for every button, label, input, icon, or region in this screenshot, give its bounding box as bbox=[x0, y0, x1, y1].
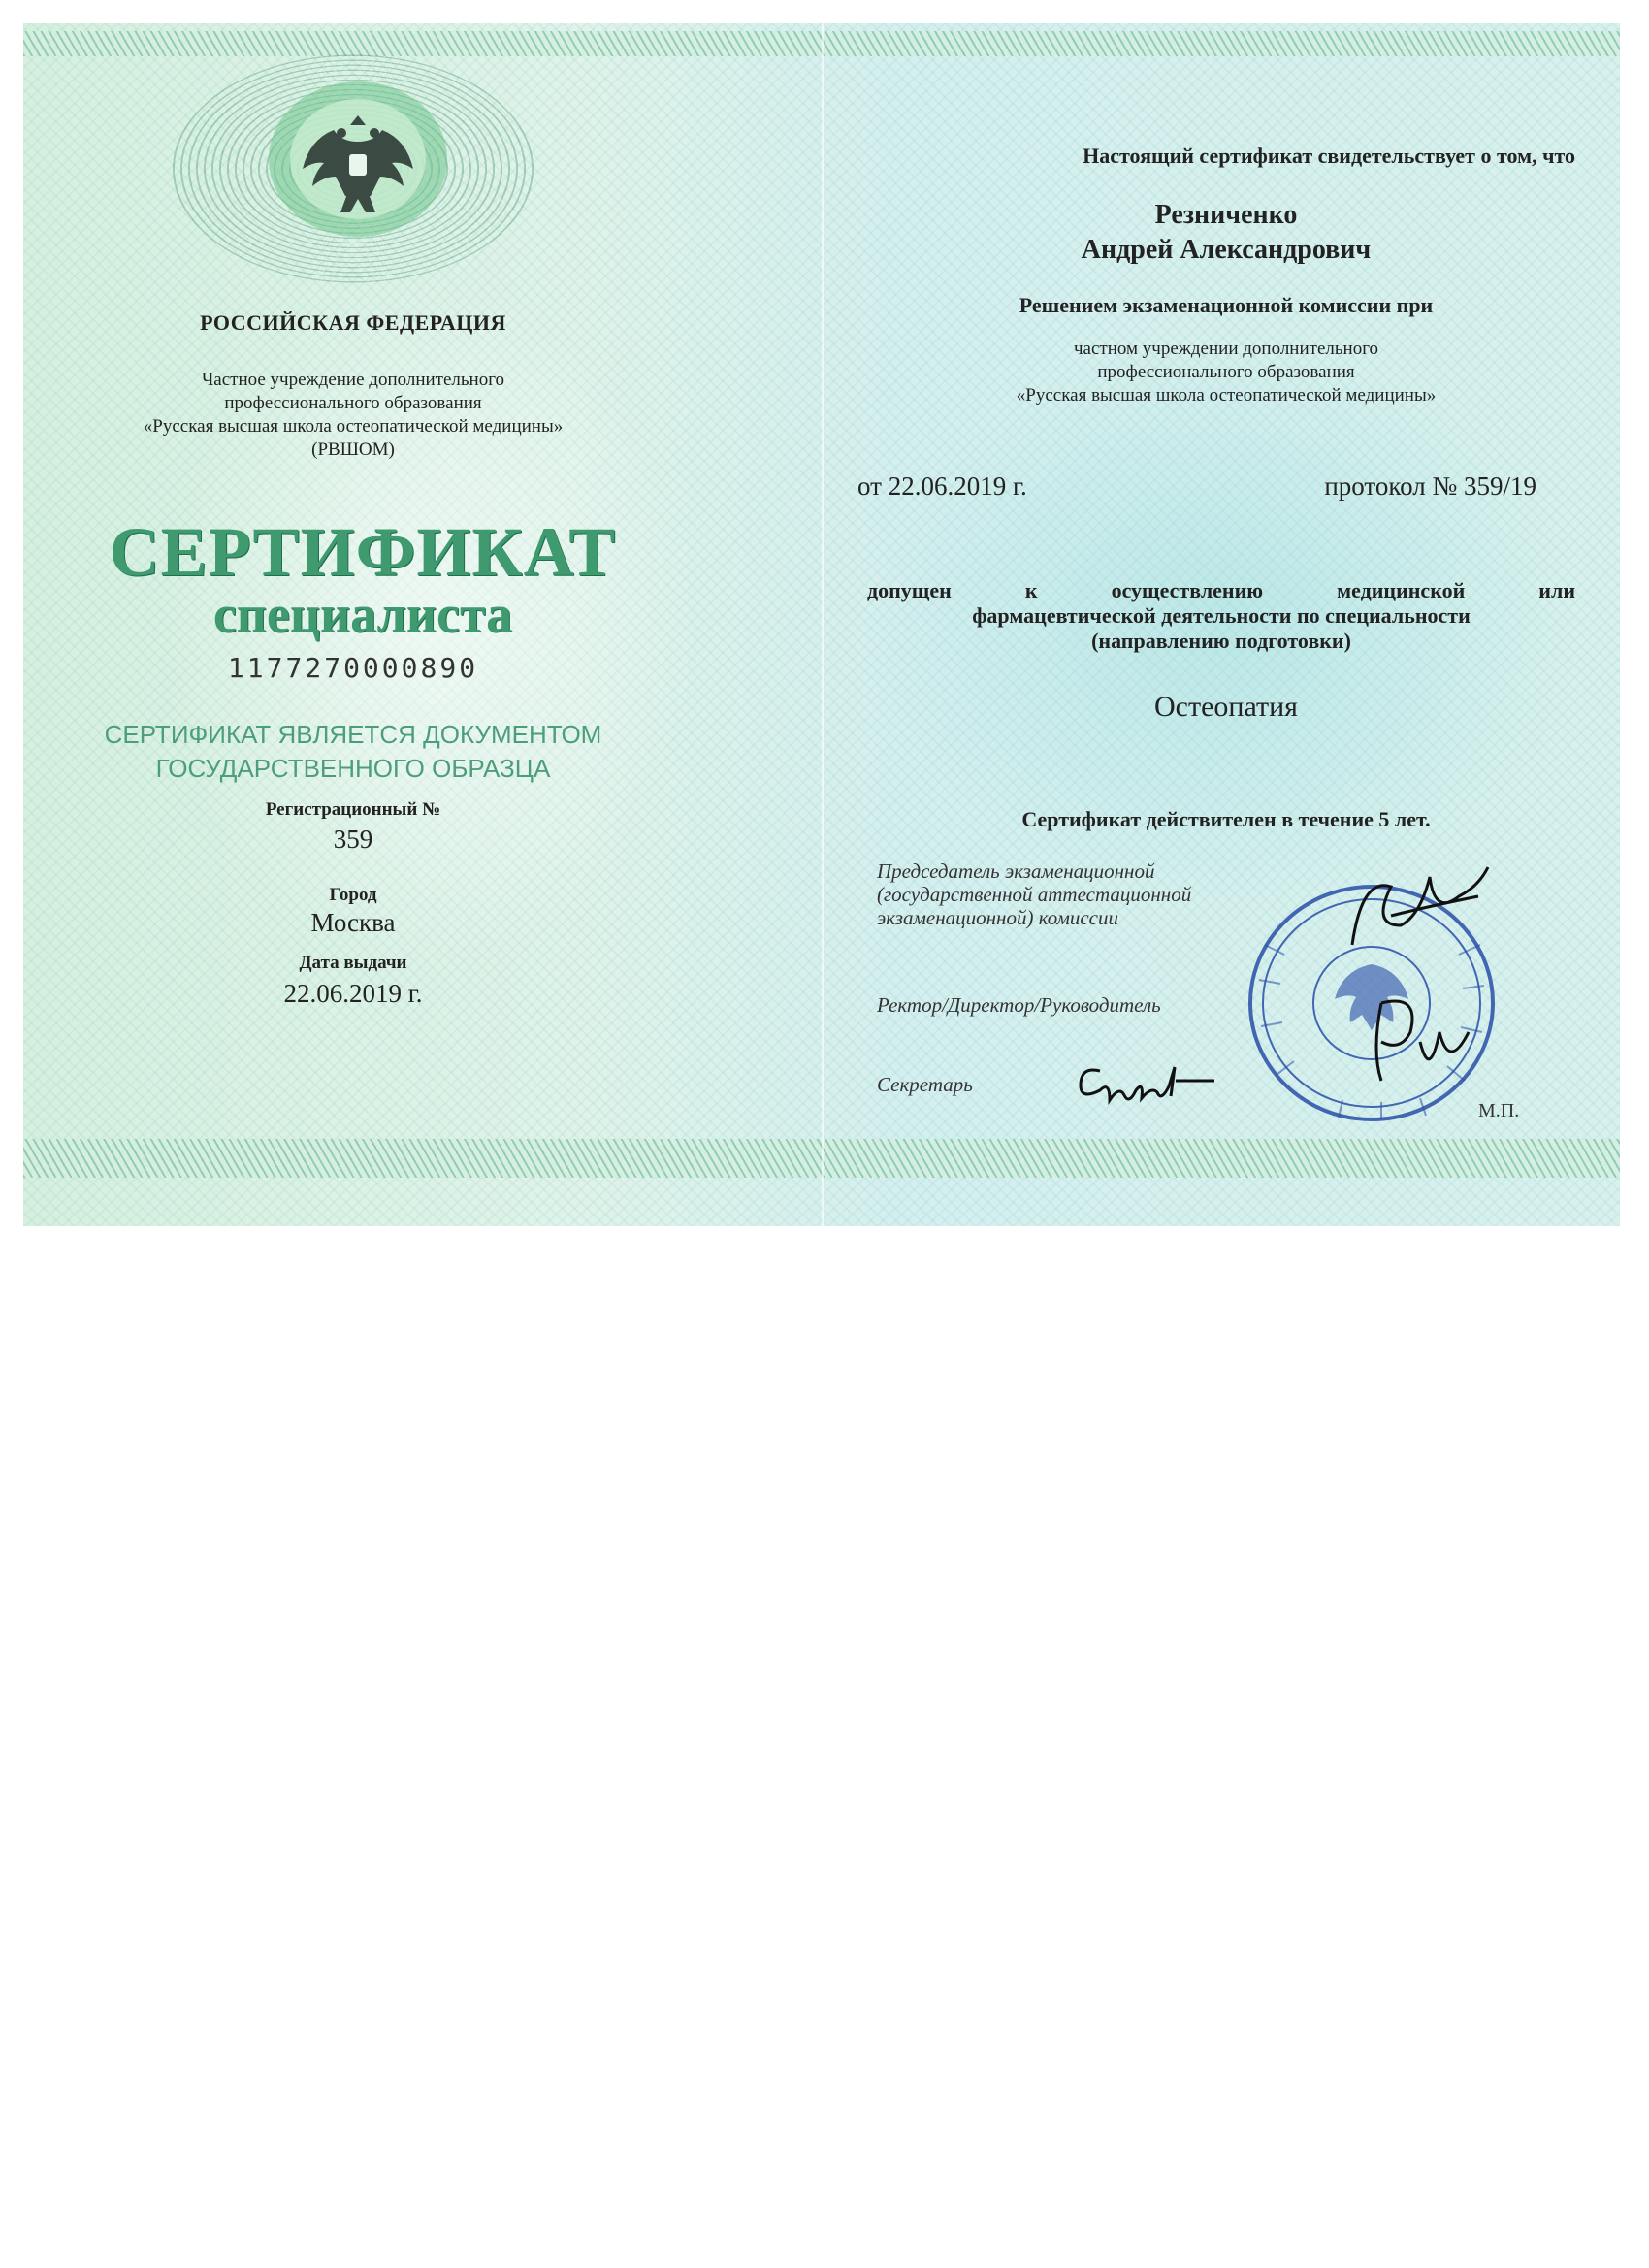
decision-date: от 22.06.2019 г. bbox=[857, 471, 1027, 501]
institution-line-3: «Русская высшая школа остеопатической медицины» bbox=[1016, 385, 1437, 405]
org-line-1: Частное учреждение дополнительного bbox=[201, 370, 505, 390]
rector-label: Ректор/Директор/Руководитель bbox=[877, 993, 1161, 1017]
institution-line-2: профессионального образования bbox=[1097, 362, 1355, 382]
secretary-signature bbox=[1071, 1052, 1226, 1110]
holder-surname: Резниченко bbox=[1154, 200, 1298, 230]
country-name: РОССИЙСКАЯ ФЕДЕРАЦИЯ bbox=[200, 310, 506, 335]
chairman-line-2: (государственной аттестационной bbox=[877, 883, 1192, 906]
issue-date-value: 22.06.2019 г. bbox=[283, 979, 423, 1008]
admission-line-3: (направлению подготовки) bbox=[1091, 629, 1351, 653]
seal-place-label: М.П. bbox=[1478, 1100, 1520, 1121]
commission-decision: Решением экзаменационной комиссии при bbox=[1018, 293, 1434, 317]
secretary-label: Секретарь bbox=[877, 1073, 973, 1096]
certificate bbox=[23, 23, 1620, 1226]
validity-statement: Сертификат действителен в течение 5 лет. bbox=[1021, 807, 1431, 831]
chairman-line-1: Председатель экзаменационной bbox=[877, 859, 1155, 883]
double-headed-eagle-icon bbox=[266, 77, 450, 242]
holder-name: Андрей Александрович bbox=[1081, 235, 1372, 265]
state-document-line-1: СЕРТИФИКАТ ЯВЛЯЕТСЯ ДОКУМЕНТОМ bbox=[104, 720, 602, 749]
city-value: Москва bbox=[310, 908, 396, 937]
registration-number: 359 bbox=[333, 825, 373, 854]
specialty: Остеопатия bbox=[1154, 691, 1298, 723]
admission-line-1: допущен к осуществлению медицинской или bbox=[867, 578, 1575, 602]
fold-line bbox=[822, 23, 824, 1226]
org-line-2: профессионального образования bbox=[224, 393, 482, 413]
serial-number: 1177270000890 bbox=[227, 652, 479, 684]
certificate-subtitle: специалиста bbox=[212, 585, 513, 643]
chairman-line-3: экзаменационной) комиссии bbox=[877, 906, 1118, 929]
state-document-line-2: ГОСУДАРСТВЕННОГО ОБРАЗЦА bbox=[155, 754, 551, 783]
city-label: Город bbox=[329, 885, 377, 905]
protocol-number: протокол № 359/19 bbox=[1324, 471, 1536, 501]
chairman-signature bbox=[1333, 858, 1498, 964]
rector-signature bbox=[1352, 984, 1488, 1090]
issue-date-label: Дата выдачи bbox=[299, 953, 407, 973]
admission-line-2: фармацевтической деятельности по специальности bbox=[972, 603, 1471, 628]
org-line-3: «Русская высшая школа остеопатической медицины» bbox=[143, 416, 564, 437]
institution-line-1: частном учреждении дополнительного bbox=[1073, 339, 1379, 359]
registration-label: Регистрационный № bbox=[265, 799, 441, 820]
certificate-title: СЕРТИФИКАТ bbox=[109, 513, 617, 591]
org-abbreviation: (РВШОМ) bbox=[311, 439, 395, 460]
intro-text: Настоящий сертификат свидетельствует о том, что bbox=[1083, 144, 1575, 168]
